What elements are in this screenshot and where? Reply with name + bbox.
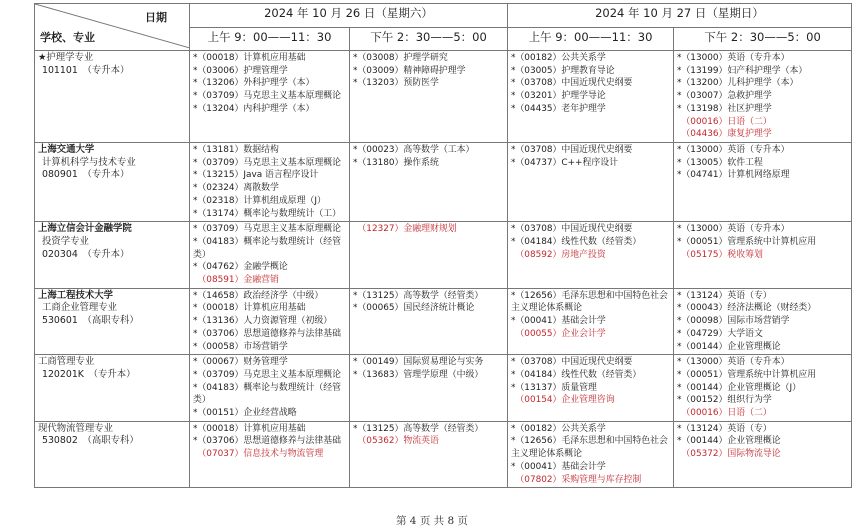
exam-cell-d1pm xyxy=(350,288,508,355)
school-major-cell xyxy=(35,288,190,355)
elective-course-item: （08591）金融营销 xyxy=(193,275,279,286)
exam-cell-d2am xyxy=(508,355,674,422)
table-row xyxy=(35,222,852,289)
required-course-item: *（04183）概率论与数理统计（经管类） xyxy=(193,236,342,260)
required-course-item: *（13000）英语（专升本） xyxy=(677,145,790,155)
exam-cell-d1am xyxy=(190,51,350,143)
elective-course-item: （05372）国际物流导论 xyxy=(677,449,781,460)
required-course-item: *（13000）英语（专升本） xyxy=(677,357,790,368)
required-course-item: *（00149）国际贸易理论与实务 xyxy=(353,357,484,368)
elective-course-item: （05362）物流英语 xyxy=(353,436,439,447)
required-course-item: *（00152）组织行为学 xyxy=(677,395,772,406)
required-course-item: *（13137）质量管理 xyxy=(511,382,597,393)
school-major-cell xyxy=(35,222,190,289)
required-course-item: *（00051）管理系统中计算机应用 xyxy=(677,236,817,247)
page-number-footer: 第 4 页 共 8 页 xyxy=(395,515,469,527)
required-course-item: *（00151）企业经营战略 xyxy=(193,408,297,419)
required-course-item: *（04741）计算机网络原理 xyxy=(677,170,790,181)
required-course-item: *（03008）护理学研究 xyxy=(353,53,448,63)
required-course-item: *（03706）思想道德修养与法律基础 xyxy=(193,328,342,339)
exam-cell-d2am xyxy=(508,222,674,289)
required-course-item: *（00041）基础会计学 xyxy=(511,461,606,472)
day1-date-header: 2024 年 10 月 26 日（星期六） xyxy=(190,4,508,28)
exam-cell-d1pm xyxy=(350,355,508,422)
required-course-item: *（03005）护理教育导论 xyxy=(511,65,615,76)
major-code: 120201K （专升本） xyxy=(42,368,136,380)
major-name: 现代物流管理专业 xyxy=(38,422,114,434)
exam-cell-d1am xyxy=(190,143,350,222)
exam-cell-d1pm xyxy=(350,143,508,222)
exam-cell-d1am xyxy=(190,421,350,488)
required-course-item: *（03708）中国近现代史纲要 xyxy=(511,224,633,235)
elective-course-item: （07802）采购管理与库存控制 xyxy=(511,474,642,485)
required-course-item: *（04762）金融学概论 xyxy=(193,262,288,273)
required-course-item: *（00023）高等数学（工本） xyxy=(353,145,475,155)
required-course-item: *（13005）软件工程 xyxy=(677,157,763,168)
major-code: 530802 （高职专科） xyxy=(42,435,139,447)
required-course-item: *（03708）中国近现代史纲要 xyxy=(511,78,633,89)
required-course-item: *（00098）国际市场营销学 xyxy=(677,316,790,327)
required-course-item: *（13199）妇产科护理学（本） xyxy=(677,65,808,76)
required-course-item: *（00144）企业管理概论（J） xyxy=(677,382,802,393)
school-name: 上海交通大学 xyxy=(38,144,95,155)
required-course-item: *（04184）线性代数（经管类） xyxy=(511,236,642,247)
day2-morning-header: 上午 9：00——11：30 xyxy=(508,28,674,51)
required-course-item: *（03709）马克思主义基本原理概论 xyxy=(193,369,342,380)
exam-schedule-table xyxy=(34,3,852,488)
exam-cell-d2pm xyxy=(674,222,852,289)
elective-course-item: （05175）税收筹划 xyxy=(677,249,763,260)
required-course-item: *（03708）中国近现代史纲要 xyxy=(511,145,633,155)
required-course-item: *（03709）马克思主义基本原理概论 xyxy=(193,157,342,168)
exam-cell-d2am xyxy=(508,288,674,355)
required-course-item: *（13125）高等数学（经管类） xyxy=(353,423,484,434)
required-course-item: *（13124）英语（专） xyxy=(677,423,772,434)
required-course-item: *（04184）线性代数（经管类） xyxy=(511,369,642,380)
exam-cell-d1pm xyxy=(350,222,508,289)
required-course-item: *（13136）人力资源管理（初级） xyxy=(193,316,333,327)
required-course-item: *（04737）C++程序设计 xyxy=(511,157,618,168)
required-course-item: *（03706）思想道德修养与法律基础 xyxy=(193,436,342,447)
required-course-item: *（13206）外科护理学（本） xyxy=(193,78,315,89)
table-row xyxy=(35,51,852,143)
required-course-item: *（03709）马克思主义基本原理概论 xyxy=(193,224,342,235)
day1-morning-header: 上午 9：00——11：30 xyxy=(190,28,350,51)
exam-cell-d2am xyxy=(508,421,674,488)
required-course-item: *（13181）数据结构 xyxy=(193,145,279,155)
major-name: 工商管理专业 xyxy=(38,356,95,368)
major-code: 080901 （专升本） xyxy=(42,169,130,181)
elective-course-item: （12327）金融理财规划 xyxy=(353,224,457,235)
required-course-item: *（13000）英语（专升本） xyxy=(677,224,790,235)
major-code: 101101 （专升本） xyxy=(42,64,130,76)
required-course-item: *（00182）公共关系学 xyxy=(511,53,606,63)
exam-cell-d1am xyxy=(190,355,350,422)
major-name: 工商企业管理专业 xyxy=(42,302,118,314)
required-course-item: *（03201）护理学导论 xyxy=(511,91,606,102)
day2-afternoon-header: 下午 2：30——5：00 xyxy=(674,28,852,51)
exam-cell-d2am xyxy=(508,51,674,143)
required-course-item: *（13215）Java 语言程序设计 xyxy=(193,170,319,181)
exam-cell-d2pm xyxy=(674,421,852,488)
exam-cell-d2pm xyxy=(674,143,852,222)
required-course-item: *（00182）公共关系学 xyxy=(511,423,606,434)
table-row xyxy=(35,355,852,422)
school-major-cell xyxy=(35,355,190,422)
elective-course-item: （00154）企业管理咨询 xyxy=(511,395,615,406)
required-course-item: *（04729）大学语文 xyxy=(677,328,763,339)
required-course-item: *（00065）国民经济统计概论 xyxy=(353,303,475,314)
school-name: 上海立信会计金融学院 xyxy=(38,223,132,235)
required-course-item: *（13683）管理学原理（中级） xyxy=(353,369,484,380)
required-course-item: *（00051）管理系统中计算机应用 xyxy=(677,369,817,380)
exam-cell-d2pm xyxy=(674,355,852,422)
required-course-item: *（13200）儿科护理学（本） xyxy=(677,78,799,89)
major-name: ★护理学专业 xyxy=(38,52,94,63)
required-course-item: *（00018）计算机应用基础 xyxy=(193,303,306,314)
table-row xyxy=(35,421,852,488)
elective-course-item: （04436）康复护理学 xyxy=(677,129,772,140)
school-major-header-label: 学校、专业 xyxy=(40,31,95,44)
exam-cell-d1am xyxy=(190,288,350,355)
school-major-cell xyxy=(35,51,190,143)
major-code: 530601 （高职专科） xyxy=(42,315,139,327)
required-course-item: *（13124）英语（专） xyxy=(677,290,772,301)
school-major-cell xyxy=(35,143,190,222)
exam-cell-d2pm xyxy=(674,288,852,355)
required-course-item: *（02318）计算机组成原理（J） xyxy=(193,195,326,206)
exam-cell-d2am xyxy=(508,143,674,222)
elective-course-item: （00055）企业会计学 xyxy=(511,328,606,339)
exam-cell-d1pm xyxy=(350,421,508,488)
required-course-item: *（03708）中国近现代史纲要 xyxy=(511,357,633,368)
required-course-item: *（03009）精神障碍护理学 xyxy=(353,65,466,76)
required-course-item: *（13125）高等数学（经管类） xyxy=(353,290,484,301)
required-course-item: *（03709）马克思主义基本原理概论 xyxy=(193,91,342,102)
table-row xyxy=(35,288,852,355)
required-course-item: *（12656）毛泽东思想和中国特色社会主义理论体系概论 xyxy=(511,290,668,314)
date-header-label: 日期 xyxy=(145,11,167,24)
required-course-item: *（00018）计算机应用基础 xyxy=(193,53,306,63)
required-course-item: *（13204）内科护理学（本） xyxy=(193,103,315,114)
required-course-item: *（13198）社区护理学 xyxy=(677,103,772,114)
required-course-item: *（14658）政治经济学（中级） xyxy=(193,290,324,301)
elective-course-item: （08592）房地产投资 xyxy=(511,249,606,260)
school-name: 上海工程技术大学 xyxy=(38,289,114,301)
major-code: 020304 （专升本） xyxy=(42,248,130,260)
header-corner-cell xyxy=(35,4,190,51)
required-course-item: *（00041）基础会计学 xyxy=(511,316,606,327)
day1-afternoon-header: 下午 2：30——5：00 xyxy=(350,28,508,51)
required-course-item: *（00144）企业管理概论 xyxy=(677,341,781,352)
schedule-rows xyxy=(35,51,852,488)
required-course-item: *（13174）概率论与数理统计（工） xyxy=(193,208,342,219)
major-name: 计算机科学与技术专业 xyxy=(42,156,136,168)
exam-cell-d1pm xyxy=(350,51,508,143)
required-course-item: *（00058）市场营销学 xyxy=(193,341,288,352)
table-row xyxy=(35,143,852,222)
required-course-item: *（03006）护理管理学 xyxy=(193,65,288,76)
exam-cell-d2pm xyxy=(674,51,852,143)
required-course-item: *（00018）计算机应用基础 xyxy=(193,423,306,434)
required-course-item: *（12656）毛泽东思想和中国特色社会主义理论体系概论 xyxy=(511,436,668,460)
major-name: 投资学专业 xyxy=(42,235,89,247)
required-course-item: *（13180）操作系统 xyxy=(353,157,439,168)
elective-course-item: （07037）信息技术与物流管理 xyxy=(193,449,324,460)
required-course-item: *（00067）财务管理学 xyxy=(193,357,288,368)
required-course-item: *（13000）英语（专升本） xyxy=(677,53,790,63)
required-course-item: *（13203）预防医学 xyxy=(353,78,439,89)
school-major-cell xyxy=(35,421,190,488)
day2-date-header: 2024 年 10 月 27 日（星期日） xyxy=(508,4,852,28)
required-course-item: *（02324）离散数学 xyxy=(193,183,279,194)
elective-course-item: （00016）日语（二） xyxy=(677,408,772,419)
elective-course-item: （00016）日语（二） xyxy=(677,116,772,127)
required-course-item: *（04435）老年护理学 xyxy=(511,103,606,114)
required-course-item: *（00043）经济法概论（财经类） xyxy=(677,303,817,314)
required-course-item: *（00144）企业管理概论 xyxy=(677,436,781,447)
required-course-item: *（03007）急救护理学 xyxy=(677,91,772,102)
required-course-item: *（04183）概率论与数理统计（经管类） xyxy=(193,382,342,406)
exam-cell-d1am xyxy=(190,222,350,289)
